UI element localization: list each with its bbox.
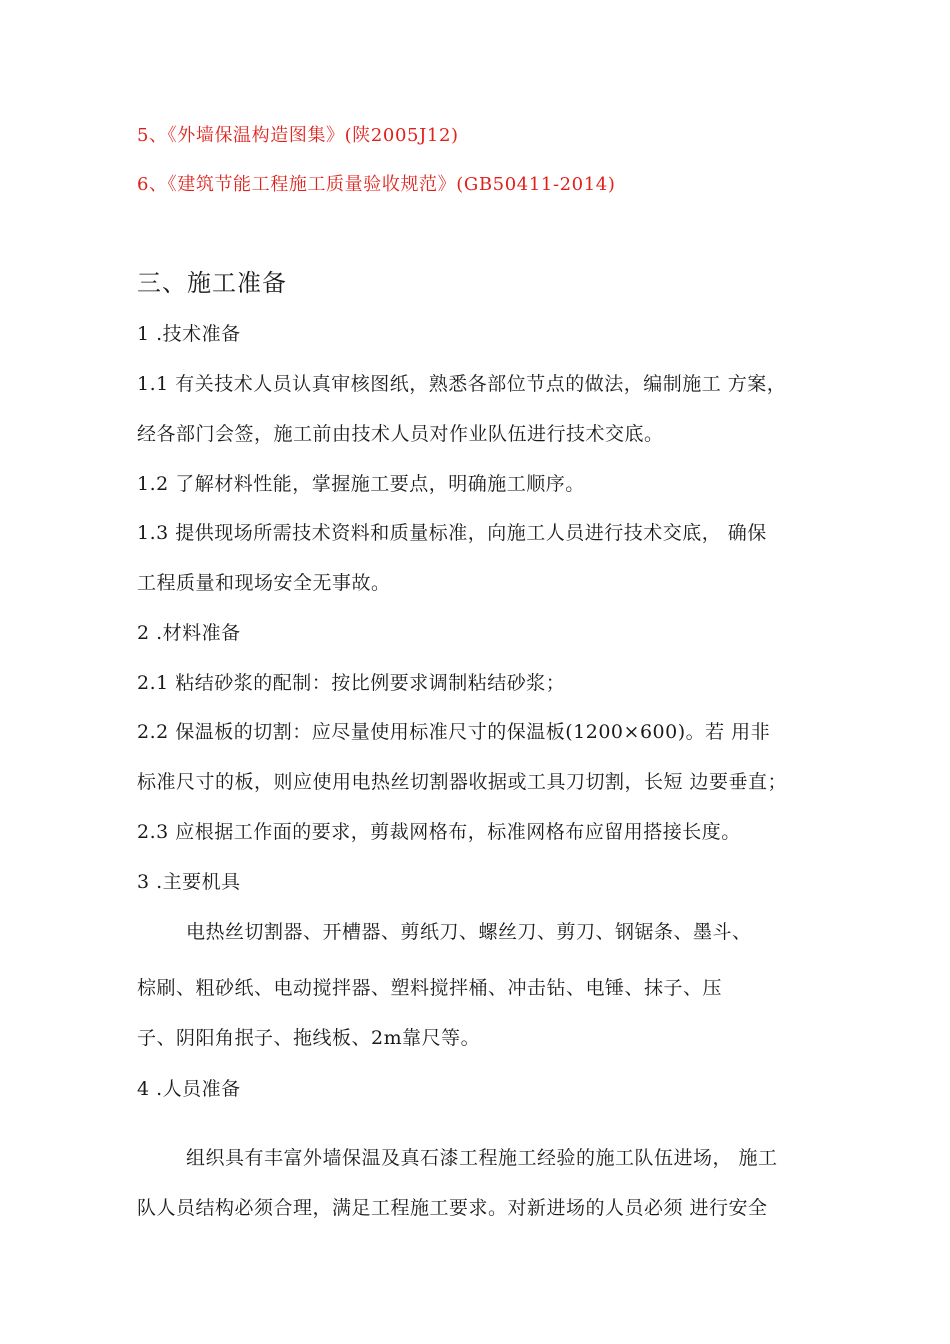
paragraph-line: 子、阴阳角抿子、拖线板、2m靠尺等。 <box>137 1027 481 1049</box>
paragraph-line: 1.2 了解材料性能，掌握施工要点，明确施工顺序。 <box>137 473 585 495</box>
paragraph-line: 工程质量和现场安全无事故。 <box>137 572 391 594</box>
subsection-heading-technical: 1 .技术准备 <box>137 323 241 345</box>
paragraph-line: 2.3 应根据工作面的要求，剪裁网格布，标准网格布应留用搭接长度。 <box>137 821 741 843</box>
paragraph-line: 2.1 粘结砂浆的配制：按比例要求调制粘结砂浆； <box>137 672 566 694</box>
paragraph-line: 棕刷、粗砂纸、电动搅拌器、塑料搅拌桶、冲击钻、电锤、抹子、压 <box>137 977 723 999</box>
paragraph-line: 电热丝切割器、开槽器、剪纸刀、螺丝刀、剪刀、钢锯条、墨斗、 <box>186 921 752 943</box>
subsection-heading-personnel: 4 .人员准备 <box>137 1078 241 1100</box>
paragraph-line: 队人员结构必须合理，满足工程施工要求。对新进场的人员必须 进行安全 <box>137 1197 768 1219</box>
reference-item-6: 6、《建筑节能工程施工质量验收规范》(GB50411-2014) <box>137 174 616 195</box>
paragraph-line: 组织具有丰富外墙保温及真石漆工程施工经验的施工队伍进场， 施工 <box>186 1147 778 1169</box>
paragraph-line: 2.2 保温板的切割：应尽量使用标准尺寸的保温板(1200×600)。若 用非 <box>137 721 771 743</box>
paragraph-line: 标准尺寸的板，则应使用电热丝切割器收据或工具刀切割，长短 边要垂直； <box>137 771 788 793</box>
paragraph-line: 1.1 有关技术人员认真审核图纸，熟悉各部位节点的做法，编制施工 方案， <box>137 373 787 395</box>
reference-item-5: 5、《外墙保温构造图集》(陕2005J12) <box>137 125 459 146</box>
paragraph-line: 1.3 提供现场所需技术资料和质量标准，向施工人员进行技术交底， 确保 <box>137 522 767 544</box>
subsection-heading-tools: 3 .主要机具 <box>137 871 241 893</box>
section-heading: 三、施工准备 <box>137 269 287 297</box>
paragraph-line: 经各部门会签，施工前由技术人员对作业队伍进行技术交底。 <box>137 423 664 445</box>
subsection-heading-materials: 2 .材料准备 <box>137 622 241 644</box>
